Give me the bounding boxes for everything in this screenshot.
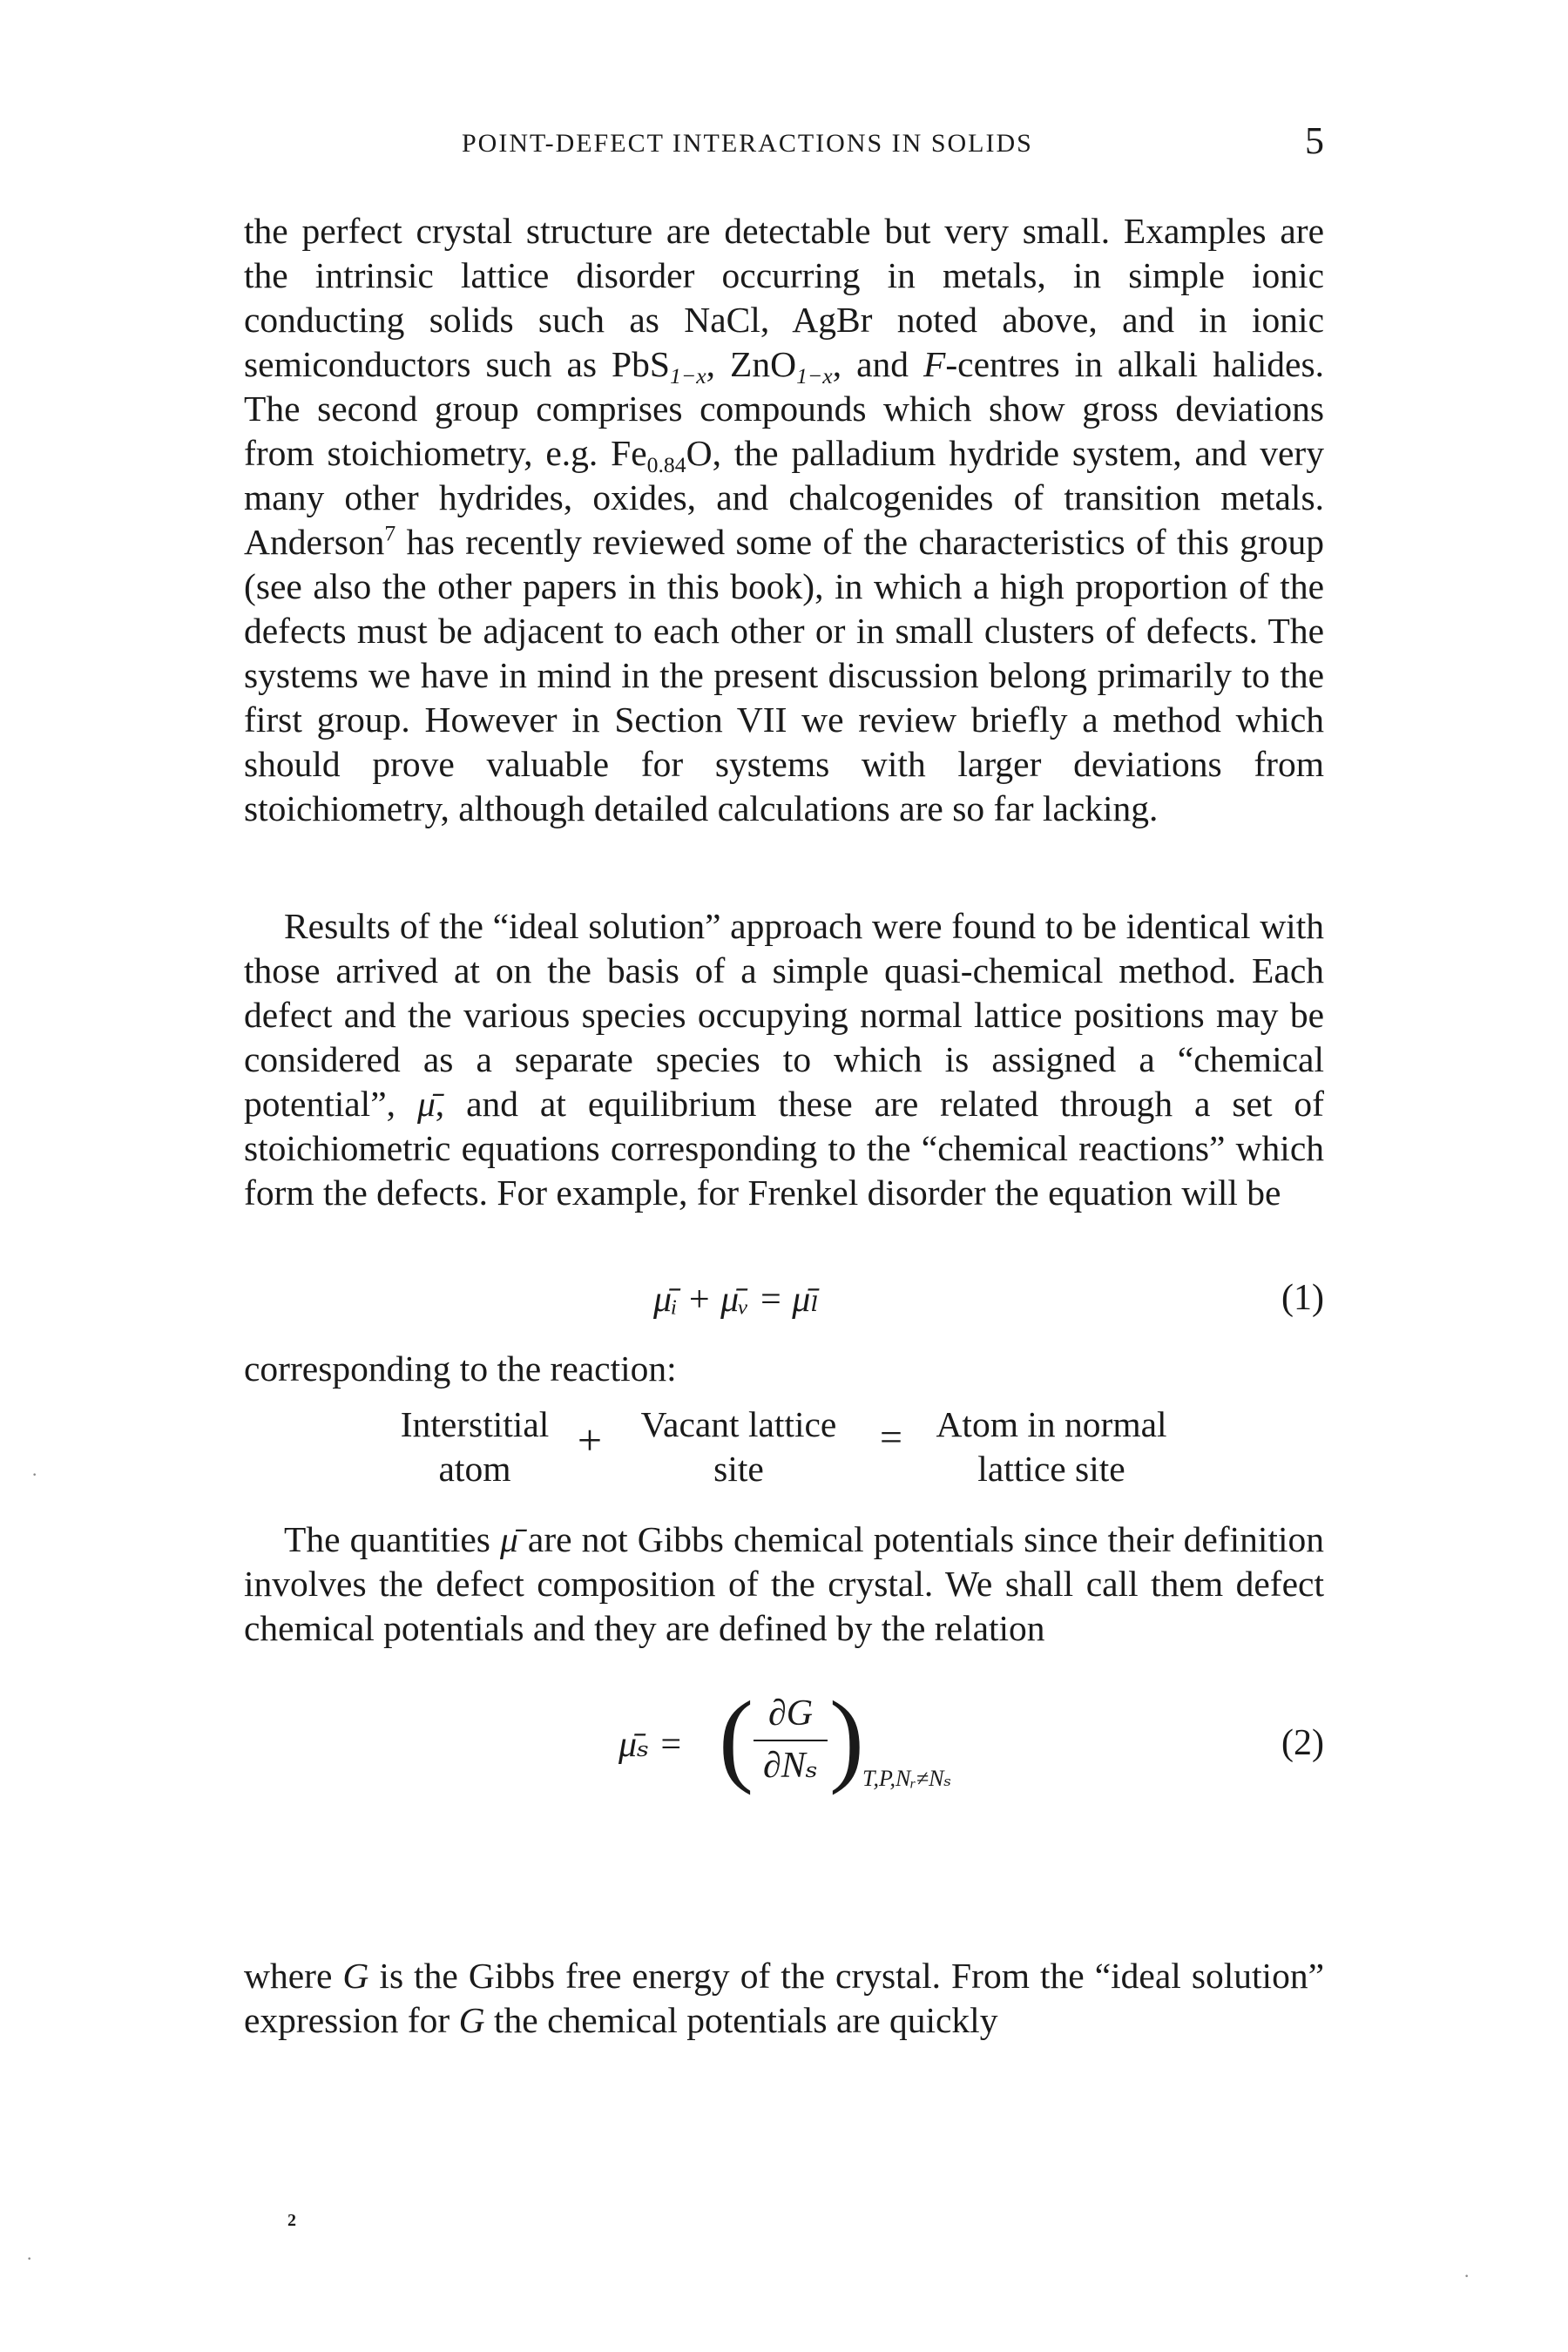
equation-1-body: μ̄ᵢ + μ̄ᵥ = μ̄ₗ bbox=[653, 1280, 820, 1320]
frenkel-reaction bbox=[375, 1402, 1193, 1498]
paragraph-3: corresponding to the reaction: bbox=[244, 1348, 677, 1389]
left-paren: ( bbox=[719, 1680, 754, 1795]
reactant-interstitial-atom: Interstitial atom bbox=[400, 1404, 550, 1489]
equation-2-lhs: μ̄ₛ = bbox=[618, 1725, 684, 1765]
equals-sign: = bbox=[880, 1415, 902, 1459]
margin-speck: · bbox=[31, 1463, 38, 1485]
running-head: POINT-DEFECT INTERACTIONS IN SOLIDS bbox=[462, 129, 1033, 158]
fraction-bar bbox=[754, 1740, 828, 1741]
equation-1 bbox=[244, 1272, 1324, 1333]
plus-sign: + bbox=[577, 1416, 603, 1464]
paragraph-2: Results of the “ideal solution” approach were found to be identical with those arrived at on the basis of a simple quasi-chemical method. Each defect and the various species occupying normal lattice positions may be considered as a separate species to which is assigned a “chemical potential”, μ̄, and at equilibrium these are related through a set of stoichiometric equations corresponding to the “chemical reactions” which form the defects. For example, for Frenkel disorder the equation will be bbox=[244, 906, 1324, 1213]
paragraph-1: the perfect crystal structure are detectable but very small. Examples are the intrinsic lattice disorder occurring in metals, in simple ionic conducting solids such as NaCl, AgBr noted above, and in ionic semiconductors such as PbS$_{1-x}$, ZnO$_{1-x}$, and F-centres in alkali halides. The second group comprises compounds which show gross deviations from stoichiometry, e.g. $Fe_{0.84}O$, the palladium hydride system, and very many other hydrides, oxides, and chalcogenides of transition metals. Anderson$^7$ has recently reviewed some of the characteristics of this group (see also the other papers in this book), in which a high proportion of the defects must be adjacent to each other or in small clusters of defects. The systems we have in mind in the present discussion belong primarily to the first group. However in Section VII we review briefly a method which should prove valuable for systems with larger deviations from stoichiometry, although detailed calculations are so far lacking. bbox=[244, 211, 1324, 828]
partial-derivative-fraction bbox=[754, 1693, 828, 1788]
paragraph-5: where G is the Gibbs free energy of the crystal. From the “ideal solution” expression for G the chemical potentials are quickly bbox=[244, 1956, 1324, 2040]
fraction-numerator: ∂G bbox=[767, 1693, 814, 1734]
paragraph-4: The quantities μ̄ are not Gibbs chemical potentials since their definition involves the defect composition of the crystal. We shall call them defect chemical potentials and they are defined by the relation bbox=[244, 1519, 1324, 1648]
equation-2-subscript: T,P,Nᵣ≠Nₛ bbox=[862, 1766, 952, 1791]
reference-marker: 7 bbox=[384, 520, 396, 546]
product-normal-site: Atom in normal lattice site bbox=[936, 1404, 1167, 1489]
fraction-denominator: ∂Nₛ bbox=[763, 1746, 818, 1786]
equation-2 bbox=[244, 1680, 1324, 1808]
margin-speck: · bbox=[26, 2247, 33, 2269]
equation-2-number: (2) bbox=[1281, 1723, 1324, 1763]
equation-1-number: (1) bbox=[1281, 1278, 1324, 1318]
reactant-vacant-site: Vacant lattice site bbox=[640, 1404, 837, 1489]
page-number: 5 bbox=[1305, 119, 1324, 162]
margin-speck: · bbox=[1463, 2265, 1470, 2287]
signature-mark: 2 bbox=[287, 2211, 296, 2230]
right-paren: ) bbox=[829, 1680, 864, 1795]
page-header bbox=[244, 119, 1324, 167]
